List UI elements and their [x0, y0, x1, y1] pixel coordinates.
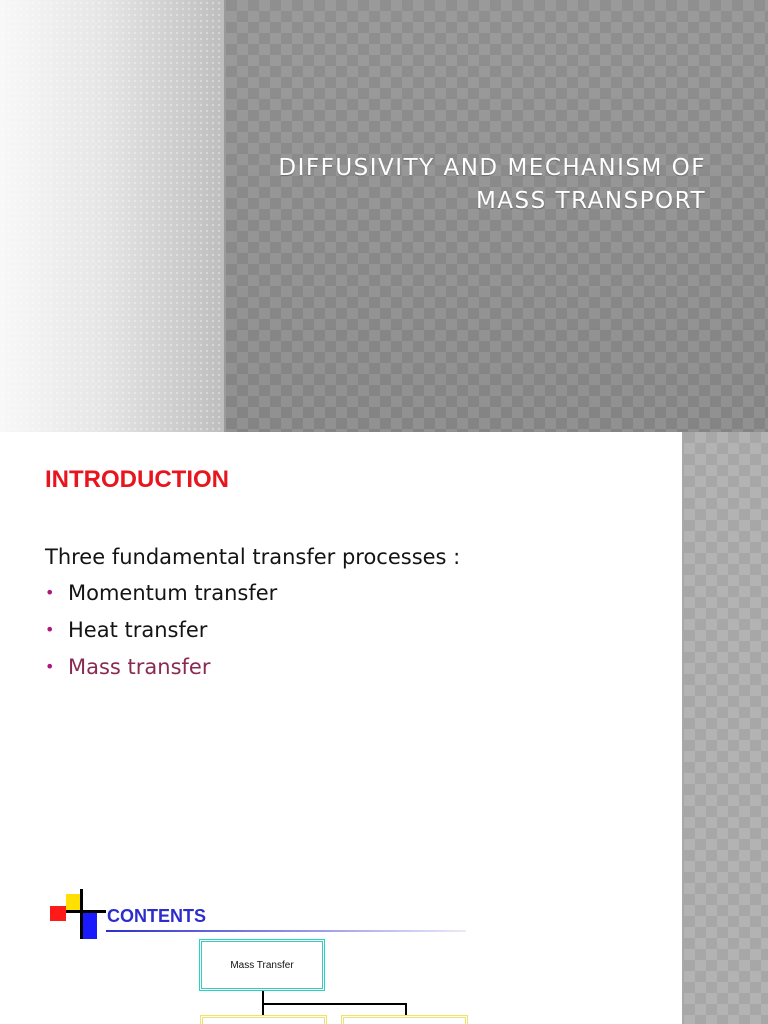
- diagram-child-box: [200, 1015, 327, 1024]
- decorative-cross-horizontal: [66, 910, 106, 913]
- bullet-dot-icon: •: [45, 657, 55, 676]
- bullet-list: [45, 581, 277, 692]
- decorative-square-blue: [83, 913, 97, 939]
- lead-text: Three fundamental transfer processes :: [45, 545, 461, 569]
- title-slide-left-panel: [0, 0, 224, 432]
- introduction-slide: [0, 432, 768, 1024]
- slide-title-line-1: DIFFUSIVITY AND MECHANISM OF: [278, 155, 706, 181]
- diagram-root-label: Mass Transfer: [230, 959, 294, 971]
- diagram-connector: [405, 1003, 407, 1015]
- list-item-text: Momentum transfer: [68, 581, 278, 605]
- bullet-dot-icon: •: [45, 620, 55, 639]
- decorative-square-yellow: [66, 894, 80, 910]
- list-item-text: Mass transfer: [68, 655, 211, 679]
- section-heading: INTRODUCTION: [45, 466, 229, 493]
- title-slide: [0, 0, 768, 432]
- diagram-connector: [262, 1003, 407, 1005]
- list-item: [45, 581, 277, 618]
- bullet-dot-icon: •: [45, 583, 55, 602]
- list-item-text: Heat transfer: [68, 618, 208, 642]
- side-strip: [684, 432, 768, 1024]
- list-item: [45, 655, 277, 692]
- contents-label: CONTENTS: [107, 906, 206, 926]
- decorative-square-red: [50, 906, 66, 921]
- decorative-cross-vertical: [80, 889, 83, 939]
- diagram-root-box: [199, 939, 325, 991]
- diagram-child-box: [341, 1015, 468, 1024]
- contents-underline: [106, 930, 466, 932]
- slide-title: [246, 152, 706, 218]
- list-item: [45, 618, 277, 655]
- slide-title-line-2: MASS TRANSPORT: [475, 188, 706, 214]
